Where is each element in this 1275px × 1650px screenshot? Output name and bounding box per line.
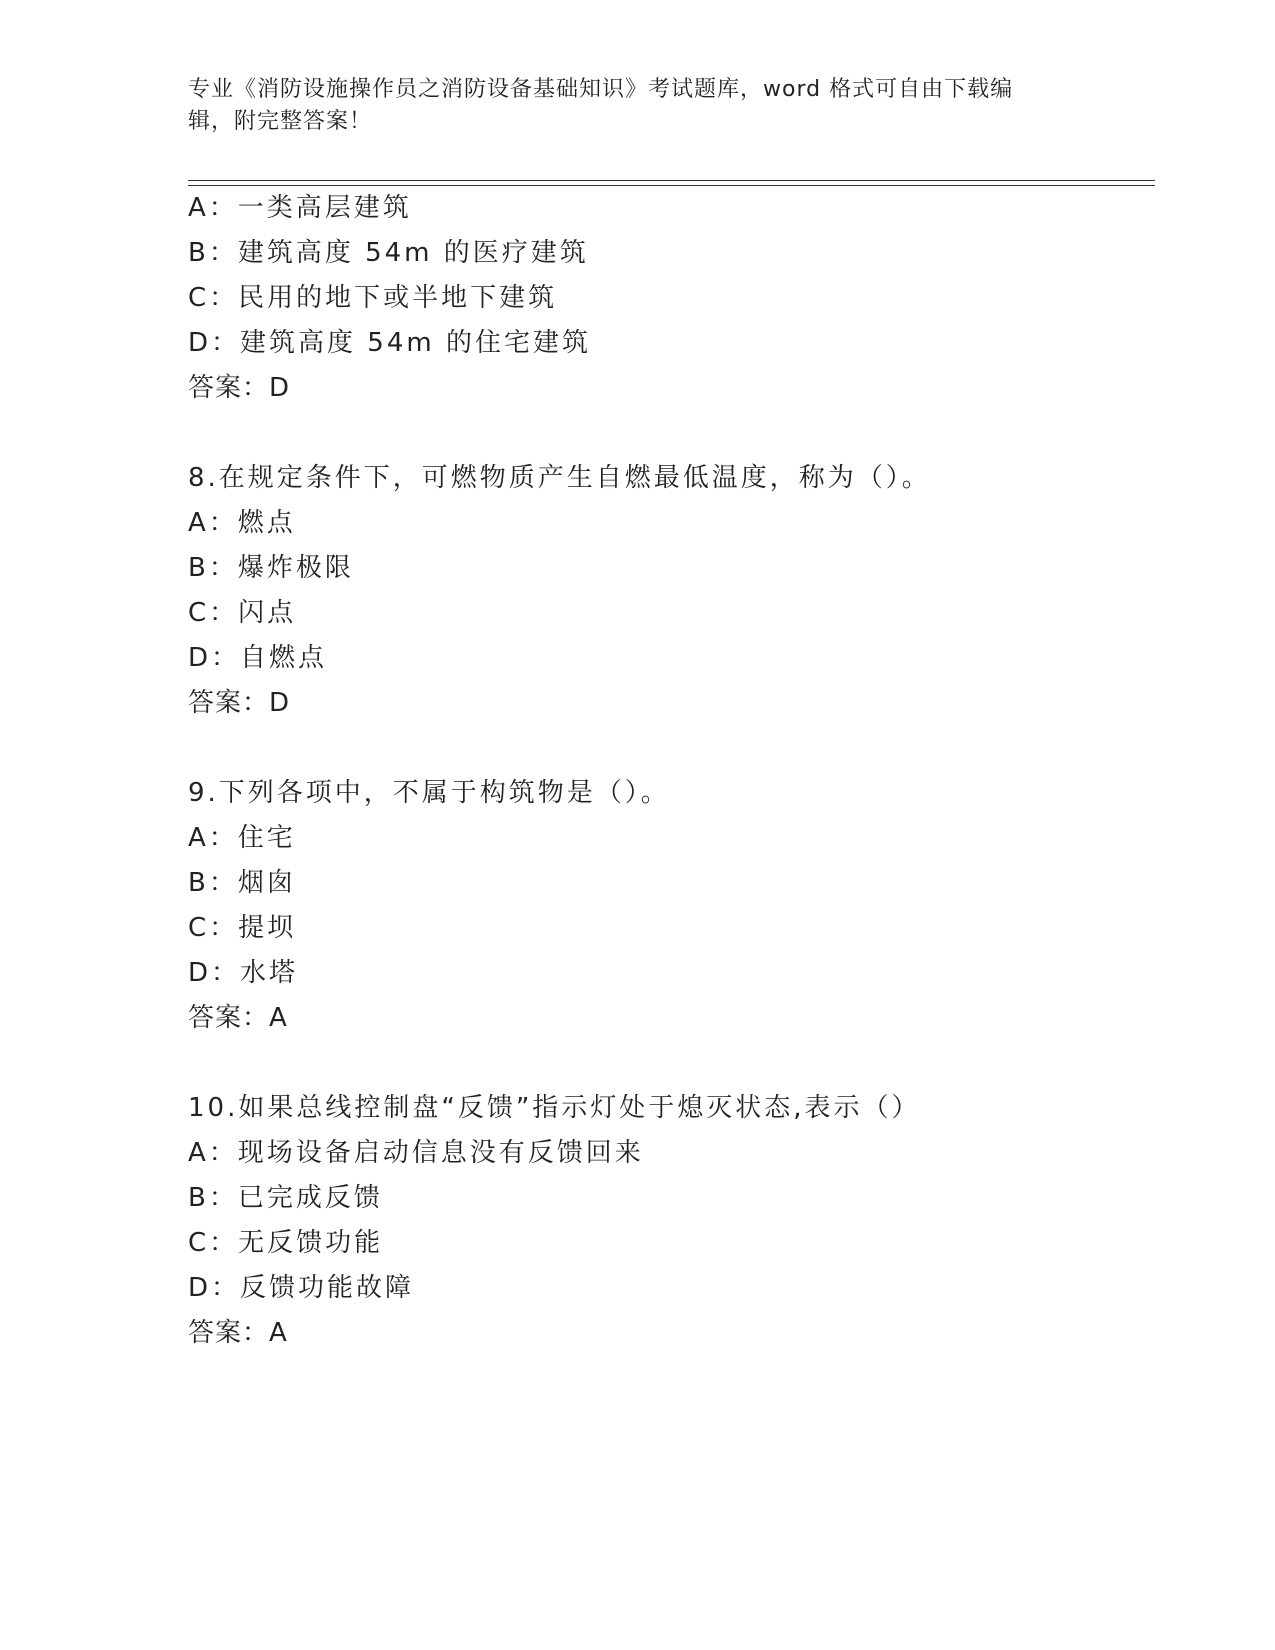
q9-answer: 答案：A xyxy=(188,1003,288,1033)
header-line-1: 专业《消防设施操作员之消防设备基础知识》考试题库，word 格式可自由下载编 xyxy=(188,77,1014,102)
q10-option-b: B：已完成反馈 xyxy=(188,1183,383,1213)
q8-option-b: B：爆炸极限 xyxy=(188,553,354,583)
q9-question: 9.下列各项中，不属于构筑物是（）。 xyxy=(188,778,670,808)
q7-option-b: B：建筑高度 54m 的医疗建筑 xyxy=(188,238,589,268)
document-header xyxy=(188,74,1068,138)
q7-option-d: D：建筑高度 54m 的住宅建筑 xyxy=(188,328,591,358)
q8-option-d: D：自燃点 xyxy=(188,643,328,673)
q9-option-d: D：水塔 xyxy=(188,958,299,988)
q8-answer: 答案：D xyxy=(188,688,291,718)
header-divider-bottom xyxy=(188,185,1155,186)
q10-answer: 答案：A xyxy=(188,1318,288,1348)
q8-option-c: C：闪点 xyxy=(188,598,297,628)
q9-option-b: B：烟囱 xyxy=(188,868,296,898)
header-line-2: 辑，附完整答案！ xyxy=(188,109,373,134)
header-divider-top xyxy=(188,180,1155,181)
q10-option-a: A：现场设备启动信息没有反馈回来 xyxy=(188,1138,644,1168)
q10-option-d: D：反馈功能故障 xyxy=(188,1273,415,1303)
q9-option-c: C：提坝 xyxy=(188,913,297,943)
q7-answer: 答案：D xyxy=(188,373,291,403)
q8-option-a: A：燃点 xyxy=(188,508,296,538)
q7-option-a: A：一类高层建筑 xyxy=(188,193,412,223)
q10-option-c: C：无反馈功能 xyxy=(188,1228,384,1258)
q8-question: 8.在规定条件下，可燃物质产生自燃最低温度，称为（）。 xyxy=(188,463,931,493)
q9-option-a: A：住宅 xyxy=(188,823,296,853)
q10-question: 10.如果总线控制盘“反馈”指示灯处于熄灭状态,表示（） xyxy=(188,1093,921,1123)
q7-option-c: C：民用的地下或半地下建筑 xyxy=(188,283,558,313)
